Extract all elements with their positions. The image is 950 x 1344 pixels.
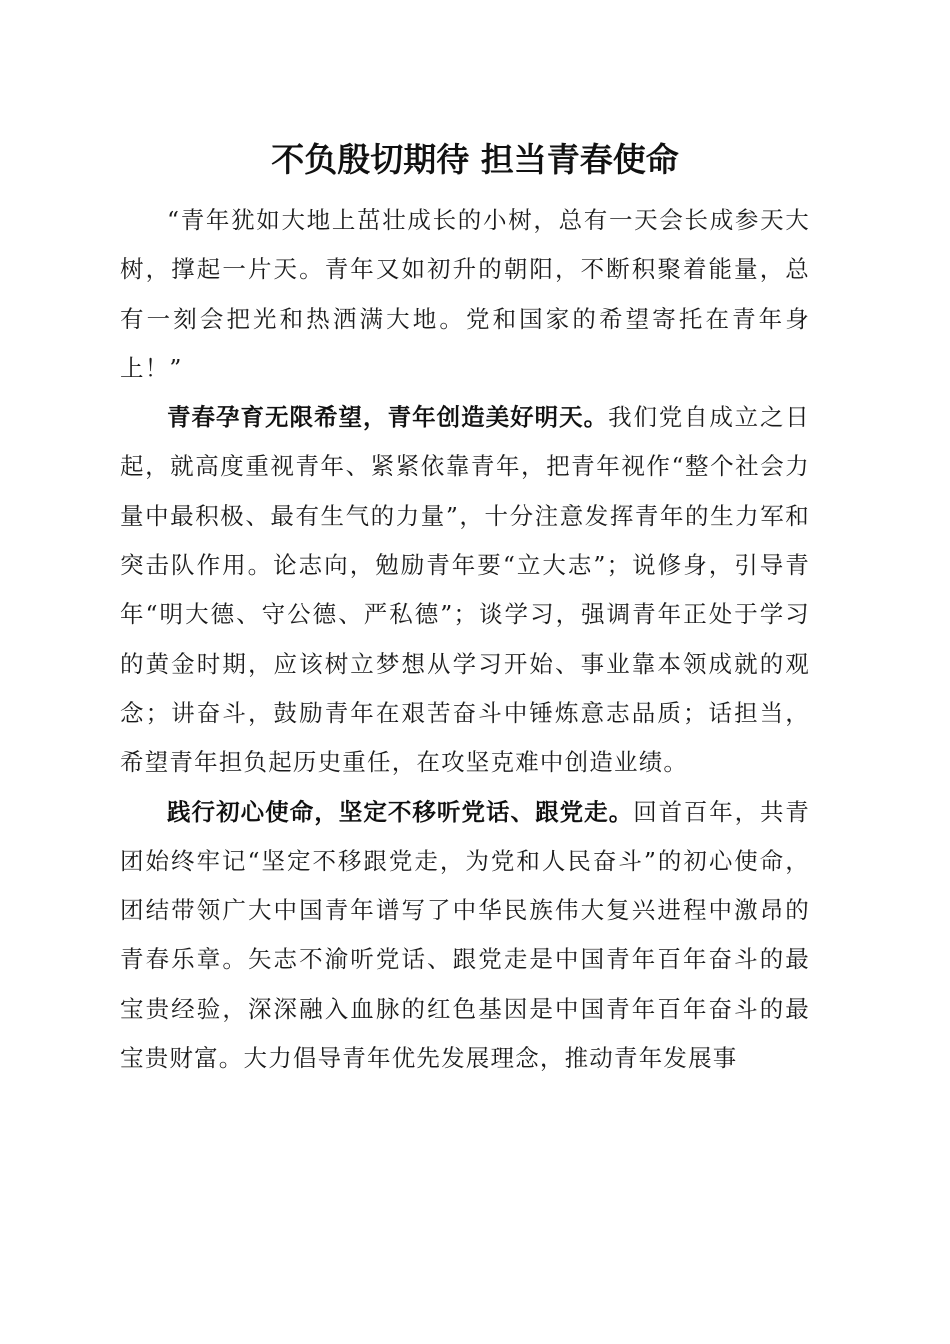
document-title: 不负殷切期待 担当青春使命	[271, 140, 679, 179]
paragraph-lead: 青春孕育无限希望，青年创造美好明天。	[167, 403, 609, 432]
paragraph-quote	[120, 196, 810, 393]
paragraph-mission	[120, 788, 810, 1084]
paragraph-text: 我们党自成立之日起，就高度重视青年、紧紧依靠青年，把青年视作“整个社会力量中最积极、最有生气的力量”，十分注意发挥青年的生力军和突击队作用。论志向，勉励青年要“立大志”；说修身，引导青年“明大德、守公德、严私德”；谈学习，强调青年正处于学习的黄金时期，应该树立梦想从学习开始、事业靠本领成就的观念；讲奋斗，鼓励青年在艰苦奋斗中锤炼意志品质；话担当，希望青年担负起历史重任，在攻坚克难中创造业绩。	[120, 403, 810, 777]
paragraph-text: “青年犹如大地上茁壮成长的小树，总有一天会长成参天大树，撑起一片天。青年又如初升的朝阳，不断积聚着能量，总有一刻会把光和热洒满大地。党和国家的希望寄托在青年身上！”	[120, 206, 810, 382]
paragraph-lead: 践行初心使命，坚定不移听党话、跟党走。	[167, 797, 634, 826]
document-body	[120, 196, 810, 1083]
paragraph-youth-hope	[120, 393, 810, 787]
paragraph-text: 回首百年，共青团始终牢记“坚定不移跟党走，为党和人民奋斗”的初心使命，团结带领广大中国青年谱写了中华民族伟大复兴进程中激昂的青春乐章。矢志不渝听党话、跟党走是中国青年百年奋斗的最宝贵经验，深深融入血脉的红色基因是中国青年百年奋斗的最宝贵财富。大力倡导青年优先发展理念，推动青年发展事	[120, 797, 810, 1073]
